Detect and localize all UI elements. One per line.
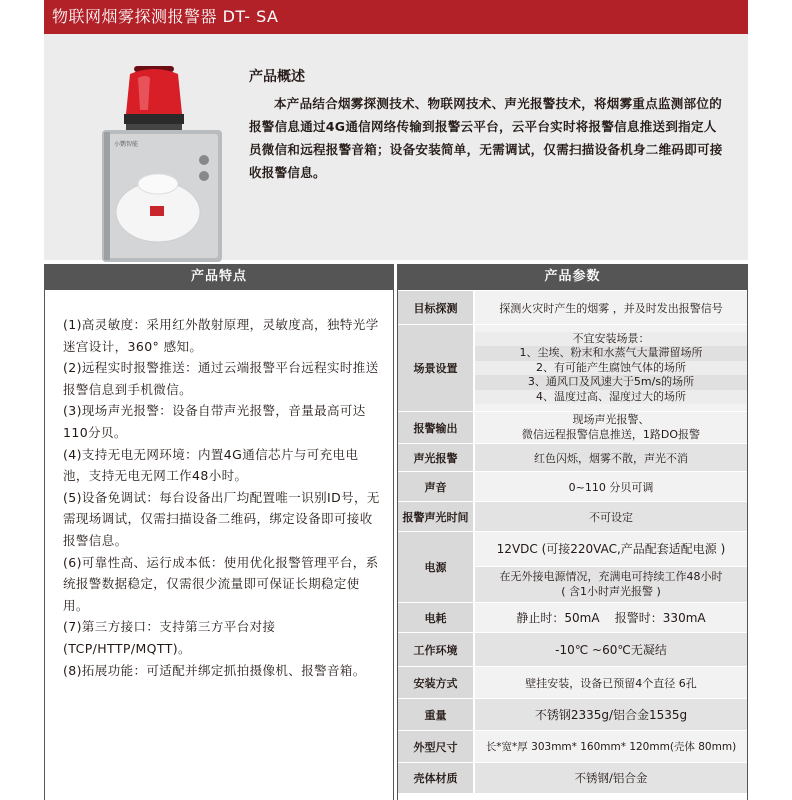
param-value: -10℃ ~60℃无凝结 — [474, 633, 747, 667]
param-label: 报警输出 — [398, 412, 474, 444]
param-value: 微信远程报警信息推送，1路DO报警 — [521, 427, 701, 441]
feature-item: (4)支持无电无网环境：内置4G通信芯片与可充电电池，支持无电无网工作48小时。 — [63, 446, 359, 484]
table-row — [398, 412, 747, 444]
scene-line: 1、尘埃、粉末和水蒸气大量滞留场所 — [475, 346, 747, 361]
table-row — [398, 291, 747, 325]
param-label: 安装方式 — [398, 667, 474, 699]
param-label: 声光报警 — [398, 444, 474, 472]
params-table — [398, 290, 747, 793]
param-value: ( 含1小时声光报警 ) — [561, 584, 661, 598]
overview-body: 本产品结合烟雾探测技术、物联网技术、声光报警技术，将烟雾重点监测部位的报警信息通过4G通信网络传输到报警云平台，云平台实时将报警信息推送到指定人员微信和远程报警音箱；设备安装简单，无需调试，仅需扫描设备机身二维码即可接收报警信息。 — [249, 96, 723, 180]
feature-item: (6)可靠性高、运行成本低：使用优化报警管理平台，系统报警数据稳定，仅需很少流量即可保证长期稳定使用。 — [63, 554, 379, 613]
param-value: 探测火灾时产生的烟雾 ，并及时发出报警信号 — [474, 291, 747, 325]
param-label: 壳体材质 — [398, 763, 474, 793]
param-label: 报警声光时间 — [398, 502, 474, 532]
params-panel — [397, 264, 748, 800]
param-value: 壁挂安装，设备已预留4个直径 6孔 — [474, 667, 747, 699]
table-row — [398, 472, 747, 502]
param-value: 12VDC (可接220VAC,产品配套适配电源 ) — [496, 542, 726, 556]
feature-item: (5)设备免调试：每台设备出厂均配置唯一识别ID号，无需现场调试，仅需扫描设备二维码，绑定设备即可接收报警信息。 — [63, 489, 380, 548]
table-row — [398, 699, 747, 731]
param-value: 0~110 分贝可调 — [474, 472, 747, 502]
param-value: 不锈钢/铝合金 — [474, 763, 747, 793]
param-value: 长*宽*厚 303mm* 160mm* 120mm(壳体 80mm) — [474, 731, 747, 763]
product-image — [96, 64, 228, 264]
scene-line: 3、通风口及风速大于5m/s的场所 — [475, 375, 747, 390]
feature-item: (2)远程实时报警推送：通过云端报警平台远程实时推送报警信息到手机微信。 — [63, 360, 379, 397]
param-value: 不可设定 — [474, 502, 747, 532]
scene-line: 不宜安装场景： — [475, 332, 747, 347]
table-row — [398, 502, 747, 532]
feature-item: (8)拓展功能：可适配并绑定抓拍摄像机、报警音箱。 — [63, 662, 366, 678]
table-row — [398, 444, 747, 472]
feature-item: (1)高灵敏度：采用红外散射原理，灵敏度高，独特光学迷宫设计，360° 感知。 — [63, 317, 379, 354]
scene-line: 4、温度过高、湿度过大的场所 — [475, 390, 747, 405]
param-label: 工作环境 — [398, 633, 474, 667]
table-row — [398, 633, 747, 667]
table-row — [398, 763, 747, 793]
param-value: 在无外接电源情况，充满电可持续工作48小时 — [499, 570, 723, 583]
overview-title: 产品概述 — [249, 69, 305, 85]
param-value: 现场声光报警、 — [572, 412, 650, 426]
table-row — [398, 532, 747, 603]
param-label: 场景设置 — [398, 325, 474, 412]
param-label: 电耗 — [398, 603, 474, 633]
param-label: 重量 — [398, 699, 474, 731]
table-row — [398, 325, 747, 412]
param-value: 静止时：50mA 报警时：330mA — [474, 603, 747, 633]
param-label: 目标探测 — [398, 291, 474, 325]
table-row — [398, 731, 747, 763]
feature-item: (7)第三方接口：支持第三方平台对接(TCP/HTTP/MQTT)。 — [63, 619, 276, 656]
param-value: 红色闪烁，烟雾不散，声光不消 — [474, 444, 747, 472]
param-label: 电源 — [398, 532, 474, 603]
feature-item: (3)现场声光报警：设备自带声光报警，音量最高可达110分贝。 — [63, 403, 366, 440]
param-value: 不锈钢2335g/铝合金1535g — [474, 699, 747, 731]
features-title: 产品特点 — [45, 264, 393, 290]
features-panel — [44, 264, 394, 800]
table-row — [398, 603, 747, 633]
table-row — [398, 667, 747, 699]
scene-line: 2、有可能产生腐蚀气体的场所 — [475, 361, 747, 376]
features-list — [45, 290, 393, 681]
param-label: 声音 — [398, 472, 474, 502]
brand-label: 小鹦智能 — [114, 141, 139, 148]
params-title: 产品参数 — [398, 264, 747, 290]
page-title: 物联网烟雾探测报警器 DT- SA — [44, 0, 748, 34]
overview-section — [44, 34, 748, 260]
param-label: 外型尺寸 — [398, 731, 474, 763]
